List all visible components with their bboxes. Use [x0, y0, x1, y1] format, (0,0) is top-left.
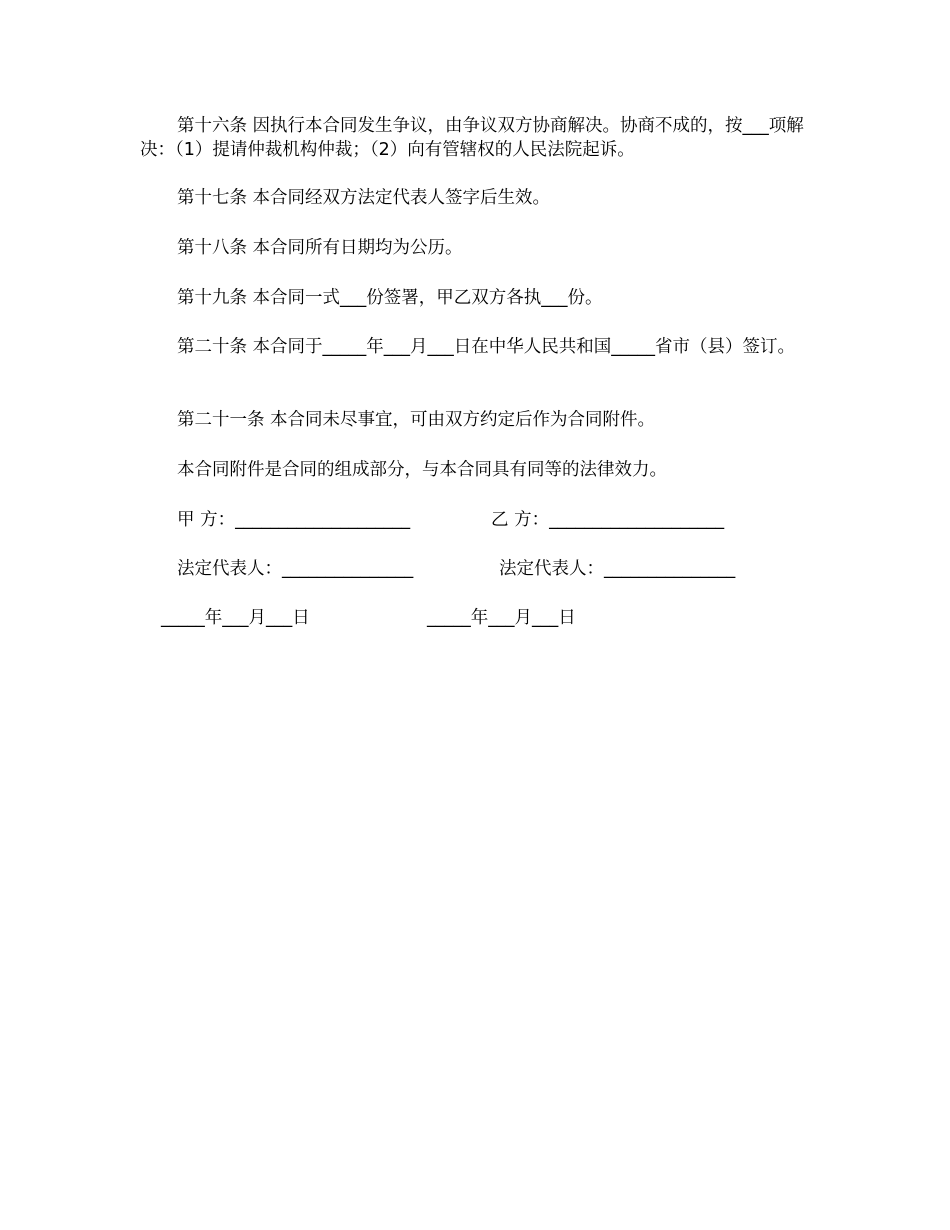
article-21: 第二十一条 本合同未尽事宜，可由双方约定后作为合同附件。: [177, 410, 656, 430]
article-19: 第十九条 本合同一式___份签署，甲乙双方各执___份。: [177, 288, 603, 308]
party-b-representative-line: 法定代表人：_______________: [499, 559, 736, 579]
article-18: 第十八条 本合同所有日期均为公历。: [177, 238, 463, 258]
article-20: 第二十条 本合同于_____年___月___日在中华人民共和国_____省市（县）签订。: [177, 337, 796, 357]
party-a-date-line: _____年___月___日: [161, 608, 310, 628]
article-17: 第十七条 本合同经双方法定代表人签字后生效。: [177, 188, 551, 208]
party-a-representative-line: 法定代表人：_______________: [177, 559, 414, 579]
party-b-signature-line: 乙 方：____________________: [491, 510, 725, 530]
party-a-signature-line: 甲 方：____________________: [177, 510, 411, 530]
party-b-date-line: _____年___月___日: [427, 608, 576, 628]
article-16: 第十六条 因执行本合同发生争议，由争议双方协商解决。协商不成的，按___项解决：（1）提请仲裁机构仲裁；（2）向有管辖权的人民法院起诉。: [140, 116, 804, 160]
annex-clause: 本合同附件是合同的组成部分，与本合同具有同等的法律效力。: [177, 460, 667, 480]
